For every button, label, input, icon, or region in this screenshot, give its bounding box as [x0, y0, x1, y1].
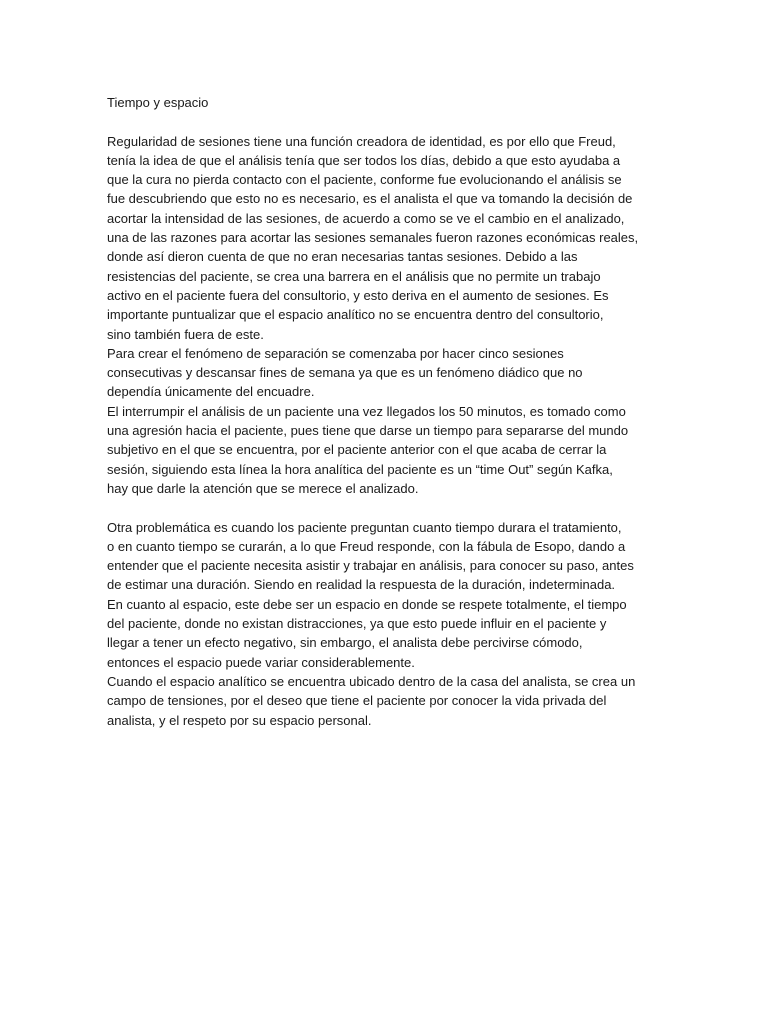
paragraph-gap	[107, 498, 667, 517]
paragraph-2	[107, 344, 667, 402]
text-line: una de las razones para acortar las sesiones semanales fueron razones económicas reales,	[107, 230, 639, 246]
text-line: que la cura no pierda contacto con el paciente, conforme fue evolucionando el análisis se	[107, 172, 622, 188]
text-line: del paciente, donde no existan distracciones, ya que esto puede influir en el paciente y	[107, 616, 607, 632]
text-line: dependía únicamente del encuadre.	[107, 384, 315, 400]
text-line: Para crear el fenómeno de separación se comenzaba por hacer cinco sesiones	[107, 345, 564, 361]
paragraph-1	[107, 132, 667, 344]
paragraph-4	[107, 518, 667, 595]
paragraph-gap	[107, 112, 667, 131]
document-body	[107, 93, 667, 730]
text-line: sesión, siguiendo esta línea la hora analítica del paciente es un “time Out” según Kafka,	[107, 461, 613, 477]
paragraph-6	[107, 672, 667, 730]
paragraph-3	[107, 402, 667, 498]
text-line: donde así dieron cuenta de que no eran necesarias tantas sesiones. Debido a las	[107, 249, 578, 265]
text-line: activo en el paciente fuera del consultorio, y esto deriva en el aumento de sesiones. Es	[107, 287, 609, 303]
text-line: fue descubriendo que esto no es necesario, es el analista el que va tomando la decisión de	[107, 191, 633, 207]
text-line: En cuanto al espacio, este debe ser un espacio en donde se respete totalmente, el tiempo	[107, 596, 627, 612]
text-line: de estimar una duración. Siendo en realidad la respuesta de la duración, indeterminada.	[107, 577, 616, 593]
text-line: acortar la intensidad de las sesiones, de acuerdo a como se ve el cambio en el analizado,	[107, 210, 625, 226]
text-line: tenía la idea de que el análisis tenía que ser todos los días, debido a que esto ayudaba a	[107, 152, 621, 168]
text-line: analista, y el respeto por su espacio personal.	[107, 712, 372, 728]
text-line: hay que darle la atención que se merece el analizado.	[107, 480, 419, 496]
text-line: entonces el espacio puede variar considerablemente.	[107, 654, 415, 670]
text-line: consecutivas y descansar fines de semana ya que es un fenómeno diádico que no	[107, 365, 583, 381]
paragraph-5	[107, 595, 667, 672]
text-line: llegar a tener un efecto negativo, sin embargo, el analista debe percivirse cómodo,	[107, 635, 583, 651]
text-line: importante puntualizar que el espacio analítico no se encuentra dentro del consultorio,	[107, 307, 604, 323]
text-line: entender que el paciente necesita asistir y trabajar en análisis, para conocer su paso, antes	[107, 558, 634, 574]
text-line: Regularidad de sesiones tiene una función creadora de identidad, es por ello que Freud,	[107, 133, 616, 149]
text-line: El interrumpir el análisis de un paciente una vez llegados los 50 minutos, es tomado como	[107, 403, 626, 419]
text-line: subjetivo en el que se encuentra, por el paciente anterior con el que acaba de cerrar la	[107, 442, 607, 458]
document-title: Tiempo y espacio	[107, 95, 209, 110]
text-line: resistencias del paciente, se crea una barrera en el análisis que no permite un trabajo	[107, 268, 601, 284]
text-line: una agresión hacia el paciente, pues tiene que darse un tiempo para separarse del mundo	[107, 423, 629, 439]
text-line: sino también fuera de este.	[107, 326, 264, 342]
text-line: Otra problemática es cuando los paciente preguntan cuanto tiempo durara el tratamiento,	[107, 519, 622, 535]
text-line: campo de tensiones, por el deseo que tiene el paciente por conocer la vida privada del	[107, 693, 607, 709]
text-line: Cuando el espacio analítico se encuentra ubicado dentro de la casa del analista, se crea un	[107, 673, 636, 689]
text-line: o en cuanto tiempo se curarán, a lo que Freud responde, con la fábula de Esopo, dando a	[107, 538, 626, 554]
